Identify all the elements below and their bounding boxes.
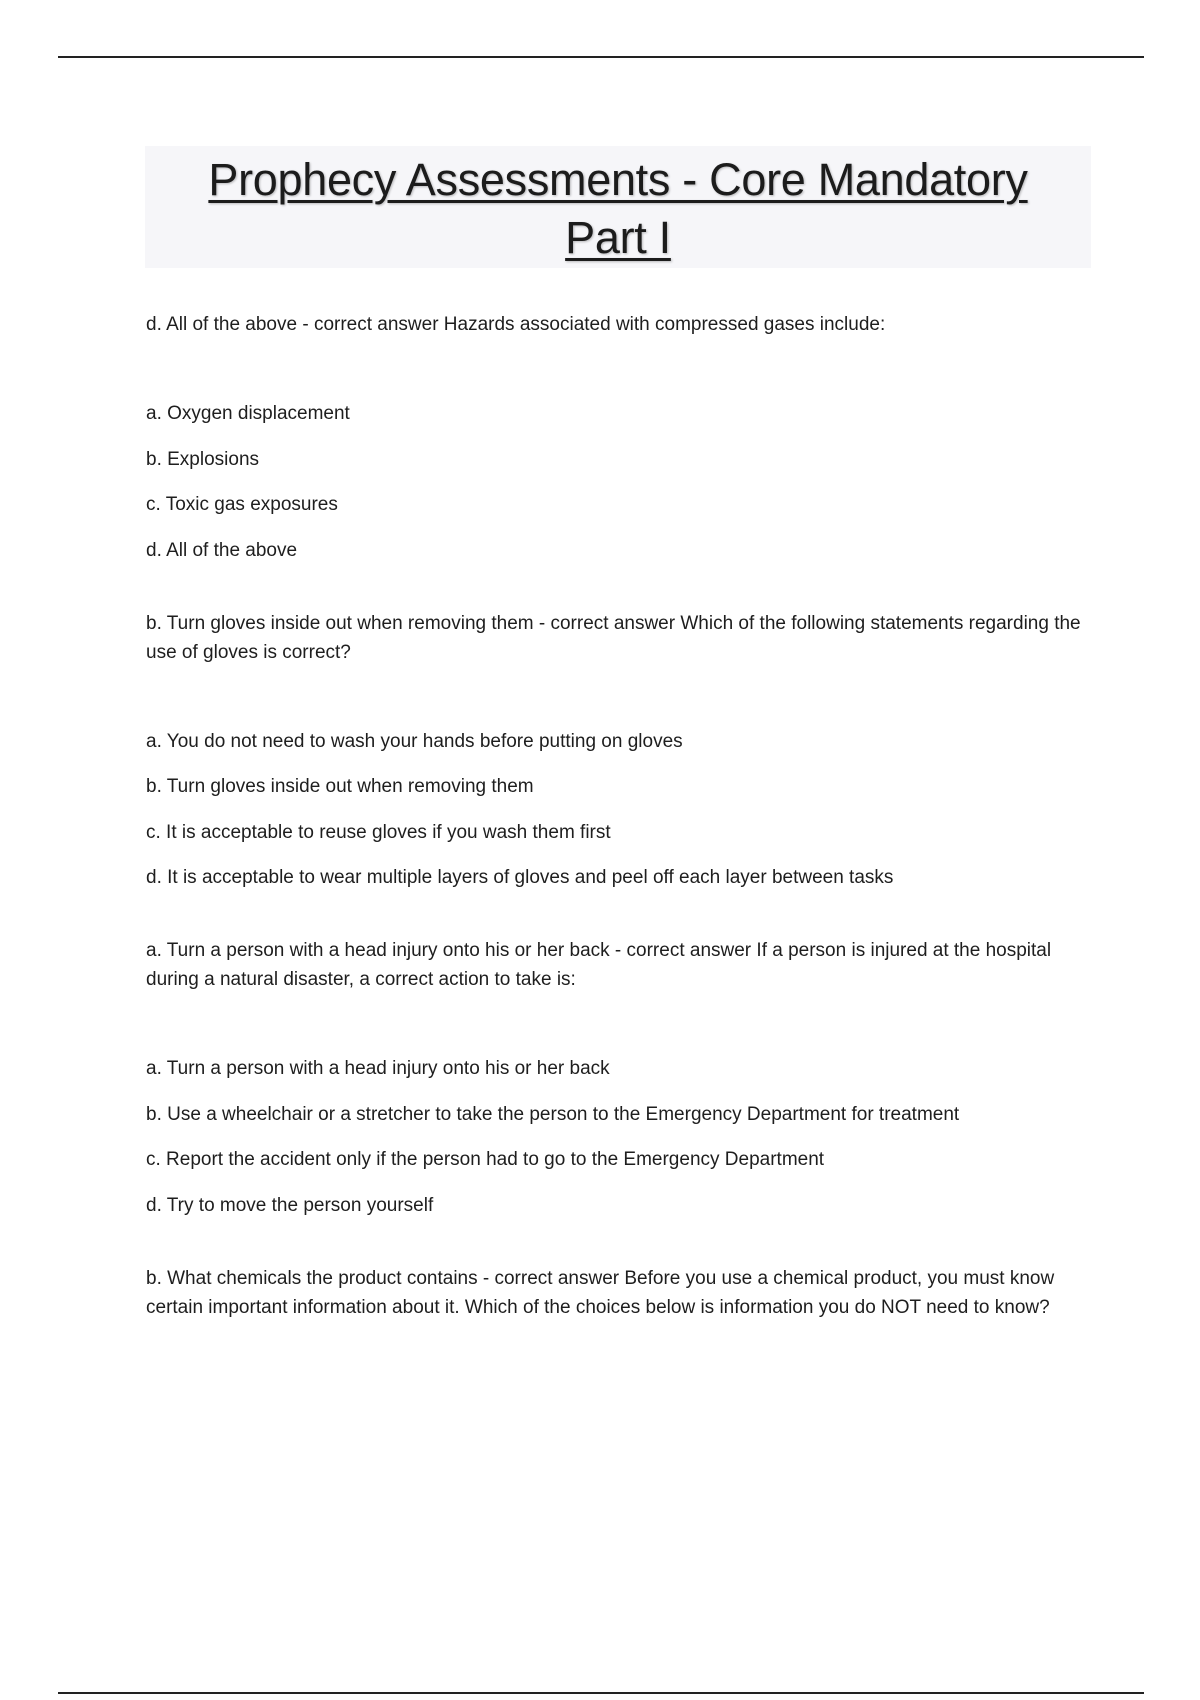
option-item: a. You do not need to wash your hands before putting on gloves: [146, 730, 683, 752]
option-item: c. It is acceptable to reuse gloves if you wash them first: [146, 821, 611, 843]
option-list: [146, 399, 1086, 565]
top-rule: [58, 56, 1144, 58]
question-block-4: [146, 1264, 1086, 1322]
option-list: [146, 727, 1086, 893]
option-item: b. Turn gloves inside out when removing them: [146, 776, 534, 797]
question-prompt: b. Turn gloves inside out when removing them - correct answer Which of the following statements regarding the use of gloves is correct?: [146, 612, 1081, 663]
option-item: b. Explosions: [146, 448, 260, 470]
document-title-line-1: Prophecy Assessments - Core Mandatory: [208, 154, 1028, 205]
question-block-3: [146, 936, 1086, 1220]
option-item: a. Turn a person with a head injury onto his or her back: [146, 1058, 610, 1079]
document-title-line-2: Part I: [565, 212, 671, 263]
option-item: d. All of the above: [146, 539, 298, 561]
option-item: a. Oxygen displacement: [146, 403, 350, 424]
question-block-1: [146, 310, 1086, 565]
option-item: d. Try to move the person yourself: [146, 1194, 434, 1216]
option-item: b. Use a wheelchair or a stretcher to take the person to the Emergency Department for treatment: [146, 1103, 960, 1125]
question-list: [146, 310, 1086, 1382]
question-prompt: b. What chemicals the product contains - correct answer Before you use a chemical product, you must know certain important information about it. Which of the choices below is information you do NOT need to know?: [146, 1267, 1055, 1318]
option-list: [146, 1054, 1086, 1220]
option-item: d. It is acceptable to wear multiple layers of gloves and peel off each layer between tasks: [146, 867, 894, 888]
option-item: c. Report the accident only if the person had to go to the Emergency Department: [146, 1149, 825, 1170]
bottom-rule: [58, 1692, 1144, 1694]
question-prompt: a. Turn a person with a head injury onto his or her back - correct answer If a person is injured at the hospital during a natural disaster, a correct action to take is:: [146, 940, 1052, 990]
title-banner: [145, 146, 1091, 268]
question-prompt: d. All of the above - correct answer Hazards associated with compressed gases include:: [146, 314, 886, 335]
option-item: c. Toxic gas exposures: [146, 494, 338, 515]
question-block-2: [146, 609, 1086, 893]
